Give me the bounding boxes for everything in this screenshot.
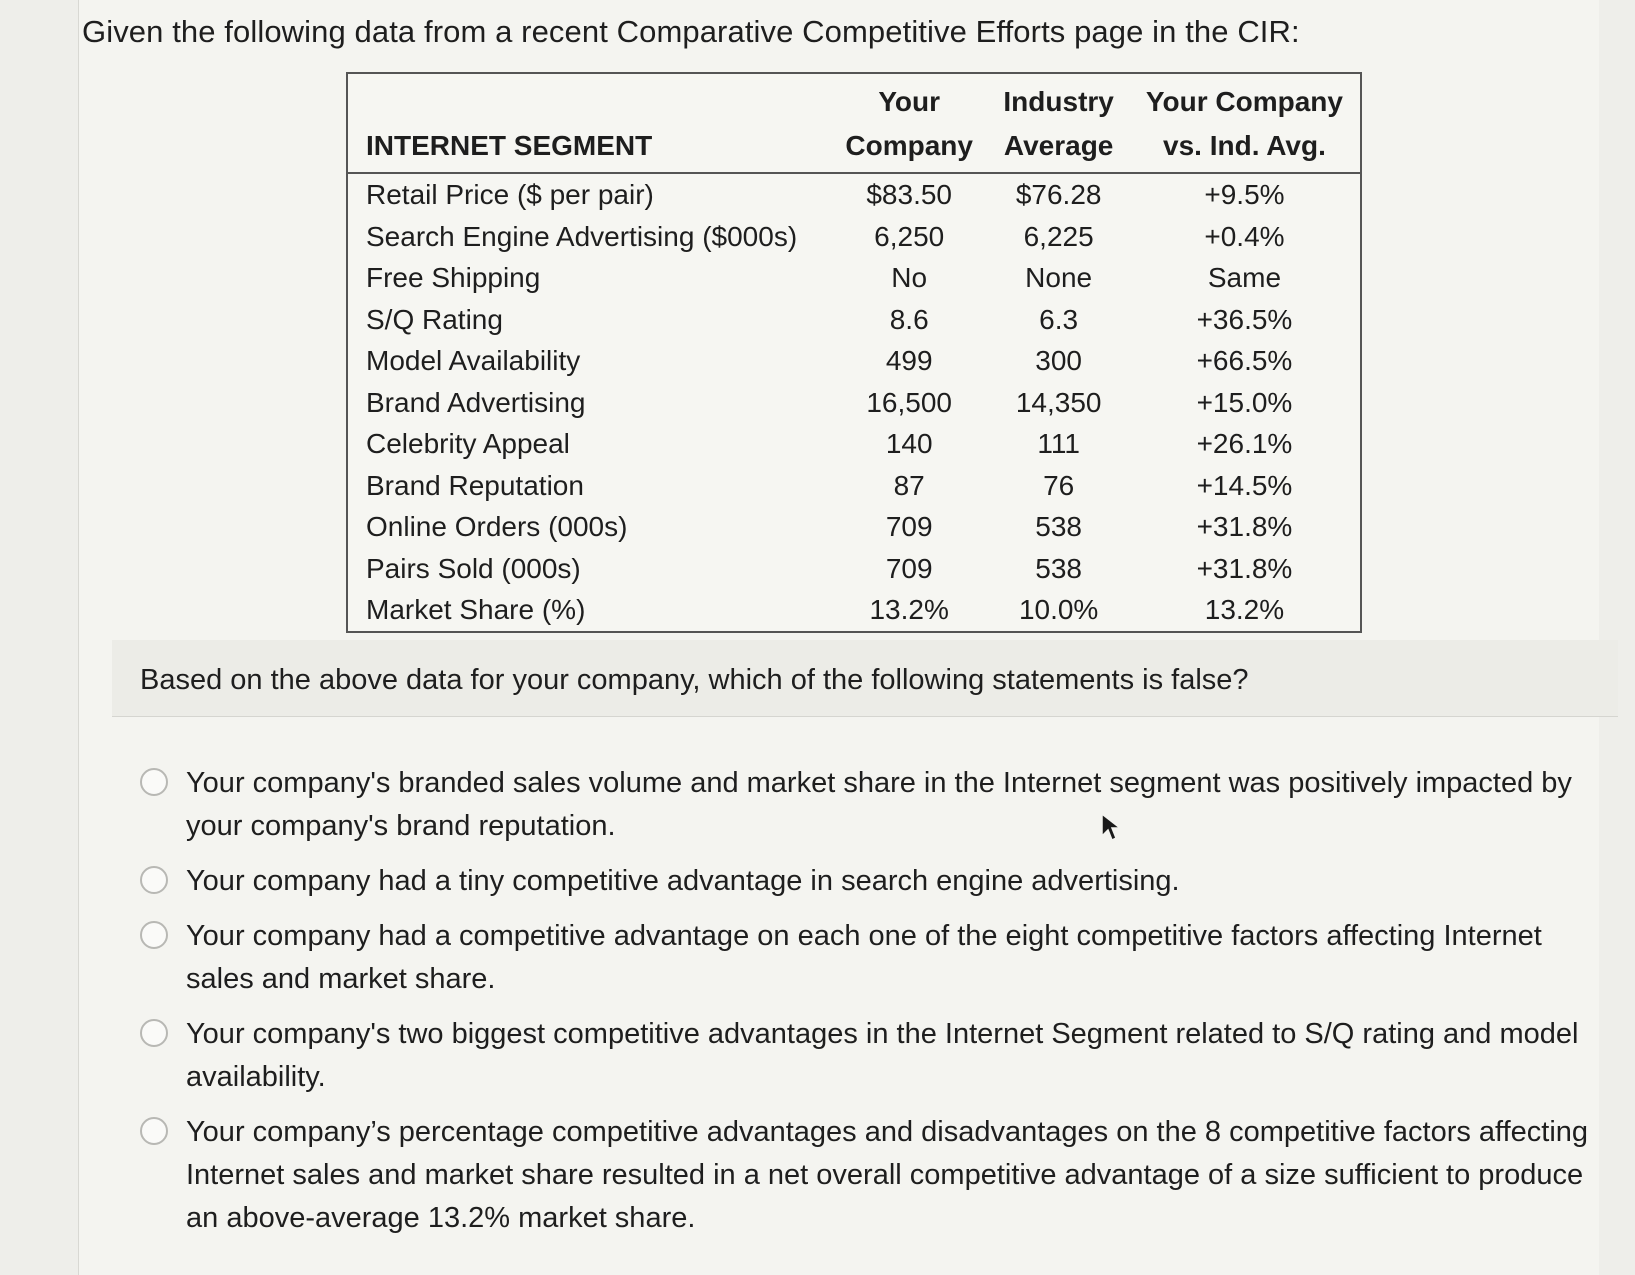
answer-option[interactable] [140,860,1600,903]
table-row [347,382,1361,424]
intro-text: Given the following data from a recent Comparative Competitive Efforts page in the CIR: [82,14,1300,49]
your-company-value: $83.50 [866,179,952,210]
row-label: Brand Reputation [366,469,584,501]
row-label: Pairs Sold (000s) [366,552,581,584]
industry-average-value: 111 [1037,428,1080,459]
vs-average-value: +0.4% [1204,220,1285,252]
your-company-value: 87 [893,469,925,501]
vs-average-value: +66.5% [1196,345,1293,376]
table-row [347,589,1361,632]
vs-average-value: Same [1207,262,1282,293]
industry-average-value: 6.3 [1039,303,1079,335]
row-label: Retail Price ($ per pair) [366,179,654,210]
table-row [347,506,1361,548]
answer-option-text: Your company had a tiny competitive advantage in search engine advertising. [186,865,1180,897]
industry-average-value: 6,225 [1023,220,1094,252]
answer-option-text: Your company had a competitive advantage on each one of the eight competitive factors affecting Internet sales and market share. [186,920,1542,995]
header-your-company-line2: Company [845,130,973,161]
table-row [347,216,1361,258]
vs-average-value: 13.2% [1204,594,1285,625]
row-label: S/Q Rating [366,303,503,335]
your-company-value: 6,250 [874,220,945,252]
industry-average-value: 76 [1043,469,1075,501]
row-label: Free Shipping [366,262,541,293]
table-row [347,299,1361,341]
header-industry-average [988,73,1129,173]
question-text: Based on the above data for your company, which of the following statements is false? [140,664,1249,696]
table-header-row [347,73,1361,173]
header-vs-industry-average [1129,73,1361,173]
answer-option-text: Your company's two biggest competitive advantages in the Internet Segment related to S/Q rating and model availability. [186,1018,1579,1093]
answer-option[interactable] [140,915,1600,1001]
row-label: Market Share (%) [366,594,586,625]
table-row [347,257,1361,299]
vs-average-value: +26.1% [1196,428,1293,459]
your-company-value: 16,500 [866,386,952,418]
answer-option[interactable] [140,762,1600,848]
industry-average-value: 538 [1035,552,1082,584]
vs-average-value: +14.5% [1196,469,1293,501]
radio-button[interactable] [140,768,168,796]
vs-average-value: +15.0% [1196,386,1293,418]
table-row [347,548,1361,590]
header-industry-average-line2: Average [1003,130,1114,161]
your-company-value: 13.2% [869,594,949,625]
your-company-value: 709 [885,511,933,542]
table-row [347,423,1361,465]
radio-button[interactable] [140,921,168,949]
row-label: Search Engine Advertising ($000s) [366,220,798,252]
table-row [347,173,1361,216]
table-row [347,465,1361,507]
industry-average-value: 10.0% [1018,594,1099,625]
row-label: Model Availability [366,345,581,376]
answer-options [140,762,1600,1252]
row-label: Celebrity Appeal [366,428,570,459]
radio-button[interactable] [140,1019,168,1047]
answer-option[interactable] [140,1013,1600,1099]
your-company-value: 140 [885,428,933,459]
your-company-value: 499 [885,345,933,376]
industry-average-value: 538 [1035,511,1082,542]
header-internet-segment: INTERNET SEGMENT [347,73,830,173]
radio-button[interactable] [140,1117,168,1145]
header-industry-average-line1: Industry [1003,86,1114,117]
your-company-value: 8.6 [889,303,929,335]
comparative-competitive-efforts-table [346,72,1362,633]
row-label: Brand Advertising [366,386,586,418]
answer-option-text: Your company’s percentage competitive advantages and disadvantages on the 8 competitive factors affecting Internet sales and market share resulted in a net overall competitive advantage of a size sufficient to produce an above-average 13.2% market share. [186,1116,1589,1234]
header-vs-line2: vs. Ind. Avg. [1163,130,1326,161]
row-label: Online Orders (000s) [366,511,628,542]
industry-average-value: None [1025,262,1093,293]
your-company-value: No [891,262,928,293]
table-row [347,340,1361,382]
answer-option[interactable] [140,1111,1600,1240]
radio-button[interactable] [140,866,168,894]
vs-average-value: +9.5% [1204,179,1285,210]
industry-average-value: 14,350 [1015,386,1102,418]
answer-option-text: Your company's branded sales volume and market share in the Internet segment was positively impacted by your company's brand reputation. [186,767,1572,842]
your-company-value: 709 [885,552,933,584]
vs-average-value: +31.8% [1196,552,1293,584]
vs-average-value: +36.5% [1196,303,1293,335]
industry-average-value: $76.28 [1015,179,1102,210]
header-vs-line1: Your Company [1145,86,1343,117]
vs-average-value: +31.8% [1196,511,1293,542]
header-your-company-line1: Your [878,86,941,117]
header-your-company [830,73,988,173]
industry-average-value: 300 [1035,345,1082,376]
